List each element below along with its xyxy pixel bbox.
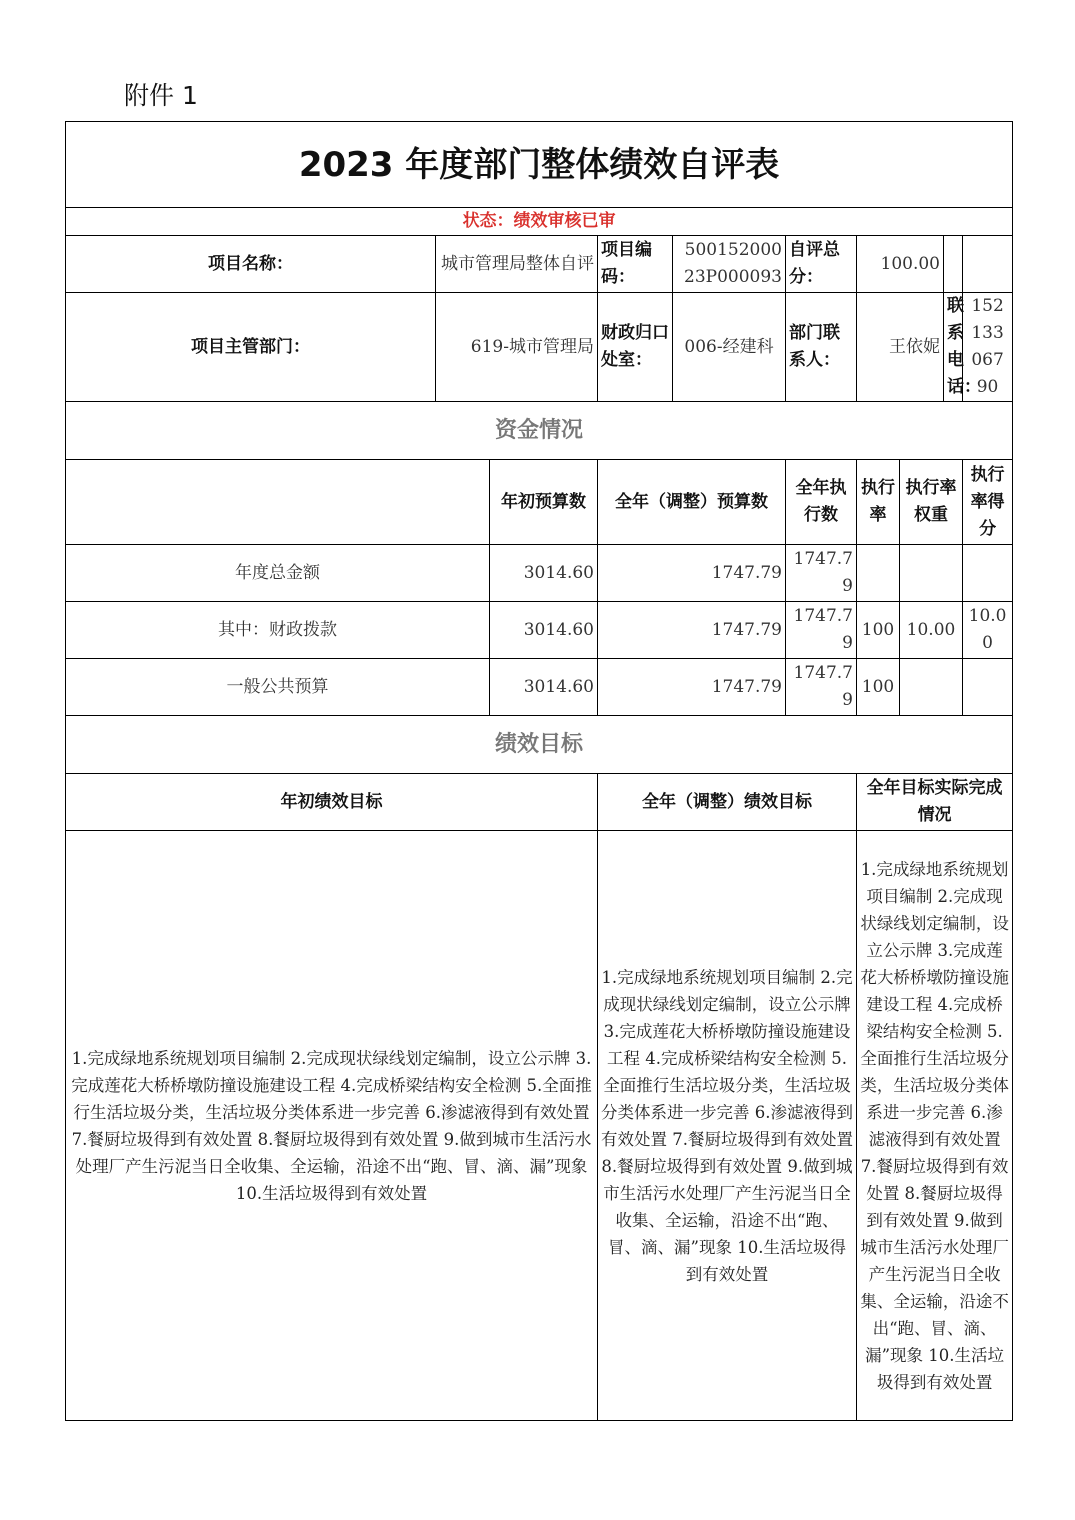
goals-header-initial: 年初绩效目标 <box>66 774 598 831</box>
funds-row-weight <box>900 659 963 716</box>
funds-row-score <box>963 545 1013 602</box>
finance-office-value: 006-经建科 <box>673 293 786 402</box>
funds-row <box>66 602 1013 659</box>
funds-header-executed: 全年执行数 <box>786 460 857 545</box>
funds-row-adjusted: 1747.79 <box>598 545 786 602</box>
funds-header-initial: 年初预算数 <box>490 460 598 545</box>
page-title: 2023 年度部门整体绩效自评表 <box>66 122 1013 208</box>
goals-actual-text: 1.完成绿地系统规划项目编制 2.完成现状绿线划定编制，设立公示牌 3.完成莲花大桥桥墩防撞设施建设工程 4.完成桥梁结构安全检测 5.全面推行生活垃圾分类，生活垃圾分类体系进一步完善 6.渗滤液得到有效处置 7.餐厨垃圾得到有效处置 8.餐厨垃圾得到有效处置 9.做到城市生活污水处理厂产生污泥当日全收集、全运输，沿途不出“跑、冒、滴、漏”现象 10.生活垃圾得到有效处置 <box>857 831 1013 1421</box>
funds-row-initial: 3014.60 <box>490 545 598 602</box>
funds-row-label: 年度总金额 <box>66 545 490 602</box>
funds-header-score: 执行率得分 <box>963 460 1013 545</box>
funds-header-rate: 执行率 <box>857 460 900 545</box>
project-name-label: 项目名称： <box>66 236 436 293</box>
department-label: 项目主管部门： <box>66 293 436 402</box>
funds-row-rate: 100 <box>857 602 900 659</box>
goals-initial-text: 1.完成绿地系统规划项目编制 2.完成现状绿线划定编制，设立公示牌 3.完成莲花大桥桥墩防撞设施建设工程 4.完成桥梁结构安全检测 5.全面推行生活垃圾分类，生活垃圾分类体系进一步完善 6.渗滤液得到有效处置 7.餐厨垃圾得到有效处置 8.餐厨垃圾得到有效处置 9.做到城市生活污水处理厂产生污泥当日全收集、全运输，沿途不出“跑、冒、滴、漏”现象 10.生活垃圾得到有效处置 <box>66 831 598 1421</box>
funds-row-label: 一般公共预算 <box>66 659 490 716</box>
funds-row-rate <box>857 545 900 602</box>
project-code-value: 50015200023P000093 <box>673 236 786 293</box>
goals-header-actual: 全年目标实际完成情况 <box>857 774 1013 831</box>
project-name-value: 城市管理局整体自评 <box>436 236 598 293</box>
evaluation-table <box>65 121 1013 1421</box>
project-code-label: 项目编码： <box>598 236 673 293</box>
funds-row-score <box>963 659 1013 716</box>
status-text: 状态：绩效审核已审 <box>66 208 1013 236</box>
self-score-value: 100.00 <box>857 236 944 293</box>
phone-label: 联系电话： <box>944 293 963 402</box>
funds-row-label: 其中：财政拨款 <box>66 602 490 659</box>
funds-header-adjusted: 全年（调整）预算数 <box>598 460 786 545</box>
goals-header-adjusted: 全年（调整）绩效目标 <box>598 774 857 831</box>
contact-value: 王依妮 <box>857 293 944 402</box>
phone-value: 15213306790 <box>963 293 1013 402</box>
contact-label: 部门联系人： <box>786 293 857 402</box>
self-score-label: 自评总分： <box>786 236 857 293</box>
funds-header-weight: 执行率权重 <box>900 460 963 545</box>
funds-row-executed: 1747.79 <box>786 659 857 716</box>
funds-row-executed: 1747.79 <box>786 545 857 602</box>
funds-row-rate: 100 <box>857 659 900 716</box>
goals-section-title: 绩效目标 <box>66 716 1013 774</box>
funds-row <box>66 545 1013 602</box>
funds-row-adjusted: 1747.79 <box>598 602 786 659</box>
funds-row-weight <box>900 545 963 602</box>
finance-office-label: 财政归口处室： <box>598 293 673 402</box>
department-value: 619-城市管理局 <box>436 293 598 402</box>
funds-row-initial: 3014.60 <box>490 602 598 659</box>
funds-row-executed: 1747.79 <box>786 602 857 659</box>
funds-row-initial: 3014.60 <box>490 659 598 716</box>
attachment-label: 附件 1 <box>124 81 198 110</box>
funds-section-title: 资金情况 <box>66 402 1013 460</box>
funds-row <box>66 659 1013 716</box>
funds-row-adjusted: 1747.79 <box>598 659 786 716</box>
goals-adjusted-text: 1.完成绿地系统规划项目编制 2.完成现状绿线划定编制，设立公示牌 3.完成莲花大桥桥墩防撞设施建设工程 4.完成桥梁结构安全检测 5.全面推行生活垃圾分类，生活垃圾分类体系进一步完善 6.渗滤液得到有效处置 7.餐厨垃圾得到有效处置 8.餐厨垃圾得到有效处置 9.做到城市生活污水处理厂产生污泥当日全收集、全运输，沿途不出“跑、冒、滴、漏”现象 10.生活垃圾得到有效处置 <box>598 831 857 1421</box>
funds-row-weight: 10.00 <box>900 602 963 659</box>
funds-row-score: 10.00 <box>963 602 1013 659</box>
